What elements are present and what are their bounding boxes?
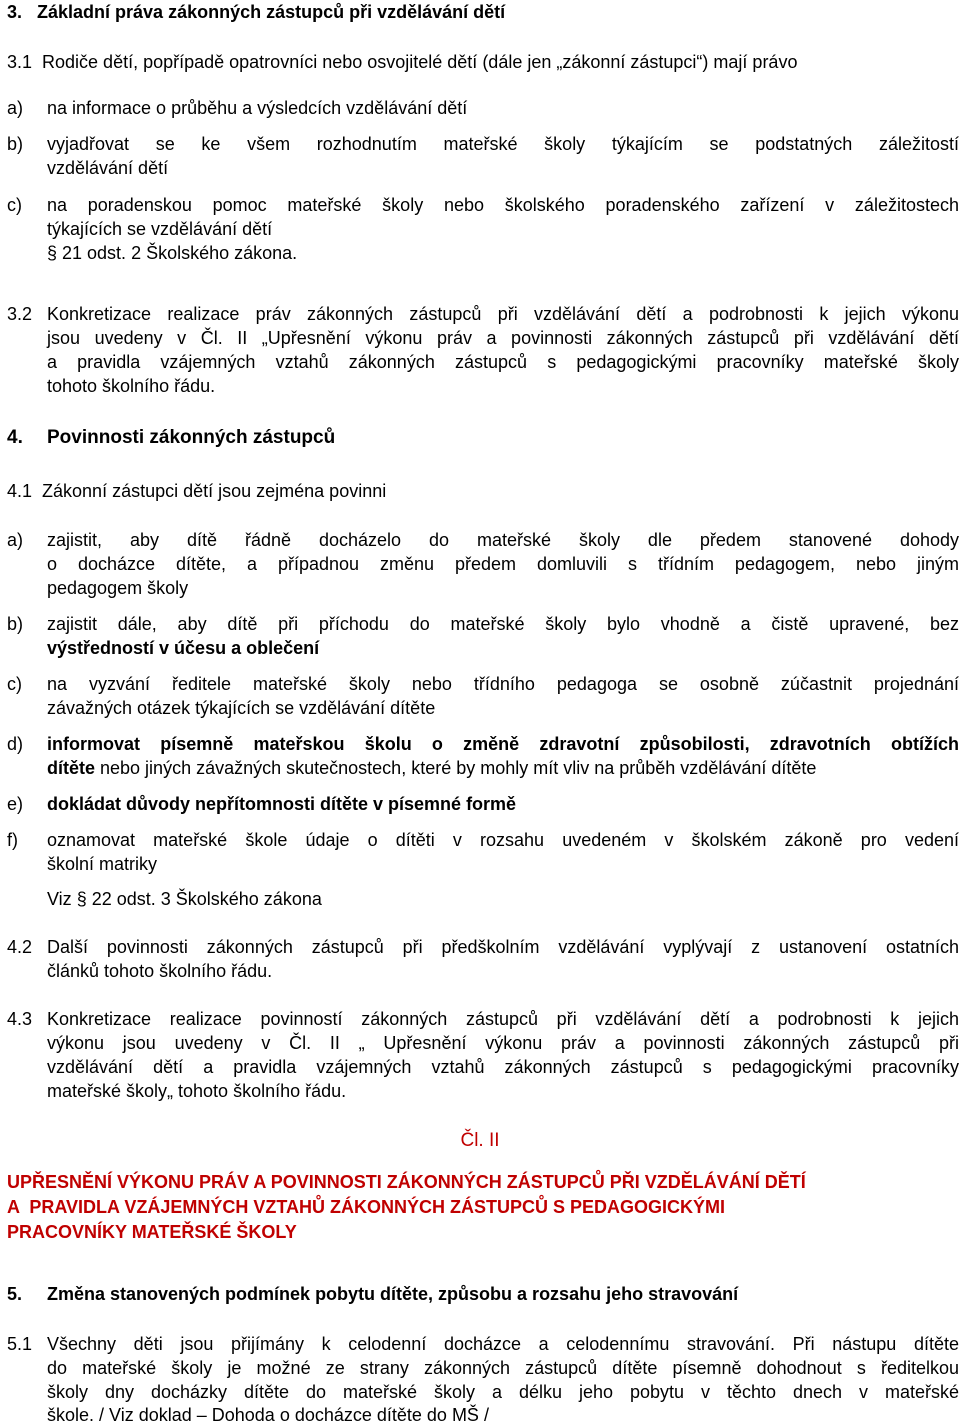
paragraph-line: škole. / Viz doklad – Dohoda o docházce dítěte do MŠ /: [47, 1405, 489, 1425]
article-title: Čl. II: [460, 1130, 500, 1151]
section-4-heading: Povinnosti zákonných zástupců: [47, 427, 336, 448]
item-label: a): [7, 98, 24, 118]
paragraph-label: 4.2: [7, 937, 33, 957]
paragraph-line: mateřské školy„ tohoto školního řádu.: [47, 1081, 347, 1101]
paragraph-line: a pravidla vzájemných vztahů zákonných zástupců s pedagogickými pracovníky mateřské školy: [47, 352, 959, 372]
item-text-line: [47, 757, 959, 779]
item-text-line: o docházce dítěte, a případnou změnu předem domluvili s třídním pedagogem, nebo jiným: [47, 554, 959, 574]
paragraph-line: vzdělávání dětí a pravidla vzájemných vztahů zákonných zástupců s pedagogickými pracovníky: [47, 1057, 959, 1077]
paragraph-line: článků tohoto školního řádu.: [47, 961, 273, 981]
paragraph-line: tohoto školního řádu.: [47, 376, 216, 396]
article-heading-line: UPŘESNĚNÍ VÝKONU PRÁV A POVINNOSTI ZÁKONNÝCH ZÁSTUPCŮ PŘI VZDĚLÁVÁNÍ DĚTÍ: [7, 1172, 806, 1192]
section-4-number: 4.: [7, 427, 23, 448]
section-5-heading: Změna stanovených podmínek pobytu dítěte, způsobu a rozsahu jeho stravování: [47, 1284, 739, 1304]
reference-prefix: Viz: [47, 889, 77, 909]
item-text-line: vyjadřovat se ke všem rozhodnutím mateřské školy týkajícím se podstatných záležitostí: [47, 134, 959, 154]
item-label: c): [7, 195, 22, 215]
paragraph-label: 5.1: [7, 1334, 33, 1354]
paragraph-line: do mateřské školy je možné ze strany zákonných zástupců dítěte písemně dohodnout s ředitelkou: [47, 1358, 959, 1378]
regular-text: nebo jiných závažných skutečnostech, které by mohly mít vliv na průběh vzdělávání dítěte: [95, 758, 817, 778]
paragraph-line: výkonu jsou uvedeny v Čl. II „ Upřesnění výkonu práv a povinnosti zákonných zástupců při: [47, 1033, 959, 1053]
item-text: na informace o průběhu a výsledcích vzdělávání dětí: [47, 98, 468, 118]
paragraph-label: 3.2: [7, 304, 33, 324]
paragraph-4-1: 4.1 Zákonní zástupci dětí jsou zejména povinni: [7, 481, 387, 501]
bold-text: dítěte: [47, 758, 96, 778]
section-5-number: 5.: [7, 1284, 23, 1304]
paragraph-line: Všechny děti jsou přijímány k celodenní docházce a celodennímu stravování. Při nástupu dítěte: [47, 1334, 959, 1354]
paragraph-line: Další povinnosti zákonných zástupců při předškolním vzdělávání vyplývají z ustanovení ostatních: [47, 937, 959, 957]
paragraph-line: školy dny docházky dítěte do mateřské školy a délku jeho pobytu v těchto dnech v mateřské: [47, 1382, 959, 1402]
item-text-line: zajistit, aby dítě řádně docházelo do mateřské školy dle předem stanovené dohody: [47, 530, 959, 550]
article-heading-line: PRACOVNÍKY MATEŘSKÉ ŠKOLY: [7, 1222, 297, 1242]
paragraph-label: 4.3: [7, 1009, 33, 1029]
item-text-line: na vyzvání ředitele mateřské školy nebo třídního pedagoga se osobně zúčastnit projednání: [47, 674, 959, 694]
article-heading-line: A PRAVIDLA VZÁJEMNÝCH VZTAHŮ ZÁKONNÝCH ZÁSTUPCŮ S PEDAGOGICKÝMI: [7, 1197, 726, 1217]
paragraph-line: Konkretizace realizace práv zákonných zástupců při vzdělávání dětí a podrobnosti k jejich výkonu: [47, 304, 959, 324]
item-text-line: týkajících se vzdělávání dětí: [47, 219, 273, 239]
item-text-line: výstředností v účesu a oblečení: [47, 638, 320, 658]
item-text-line: školní matriky: [47, 854, 158, 874]
item-text-line: pedagogem školy: [47, 578, 189, 598]
item-label: f): [7, 830, 18, 850]
reference-text: 21 odst. 2 Školského zákona.: [57, 243, 298, 263]
item-text-line: závažných otázek týkajících se vzdělávání dítěte: [47, 698, 436, 718]
item-text-line: na poradenskou pomoc mateřské školy nebo školského poradenského zařízení v záležitostech: [47, 195, 959, 215]
item-label: d): [7, 734, 24, 754]
section-3-heading: 3. Základní práva zákonných zástupců při vzdělávání dětí: [7, 2, 506, 22]
paragraph-symbol: §: [47, 243, 58, 263]
legal-reference: [47, 242, 959, 264]
item-text: dokládat důvody nepřítomnosti dítěte v písemné formě: [47, 794, 517, 814]
item-label: e): [7, 794, 24, 814]
item-text-line: zajistit dále, aby dítě při příchodu do mateřské školy bylo vhodně a čistě upravené, bez: [47, 614, 959, 634]
paragraph-line: jsou uvedeny v Čl. II „Upřesnění výkonu práv a povinnosti zákonných zástupců při vzdělávání dětí: [47, 328, 959, 348]
item-text-line: informovat písemně mateřskou školu o změně zdravotní způsobilosti, zdravotních obtížích: [47, 734, 959, 754]
paragraph-symbol: §: [76, 889, 87, 909]
paragraph-line: Konkretizace realizace povinností zákonných zástupců při vzdělávání dětí a podrobnosti k jejich: [47, 1009, 959, 1029]
paragraph-3-1: 3.1 Rodiče dětí, popřípadě opatrovníci nebo osvojitelé dětí (dále jen „zákonní zástupci“) mají právo: [7, 52, 798, 72]
item-label: c): [7, 674, 22, 694]
item-label: b): [7, 134, 24, 154]
item-label: b): [7, 614, 24, 634]
item-text-line: oznamovat mateřské škole údaje o dítěti v rozsahu uvedeném v školském zákoně pro vedení: [47, 830, 959, 850]
item-text-line: vzdělávání dětí: [47, 158, 169, 178]
legal-reference: [47, 888, 959, 910]
item-label: a): [7, 530, 24, 550]
reference-text: 22 odst. 3 Školského zákona: [86, 889, 322, 909]
